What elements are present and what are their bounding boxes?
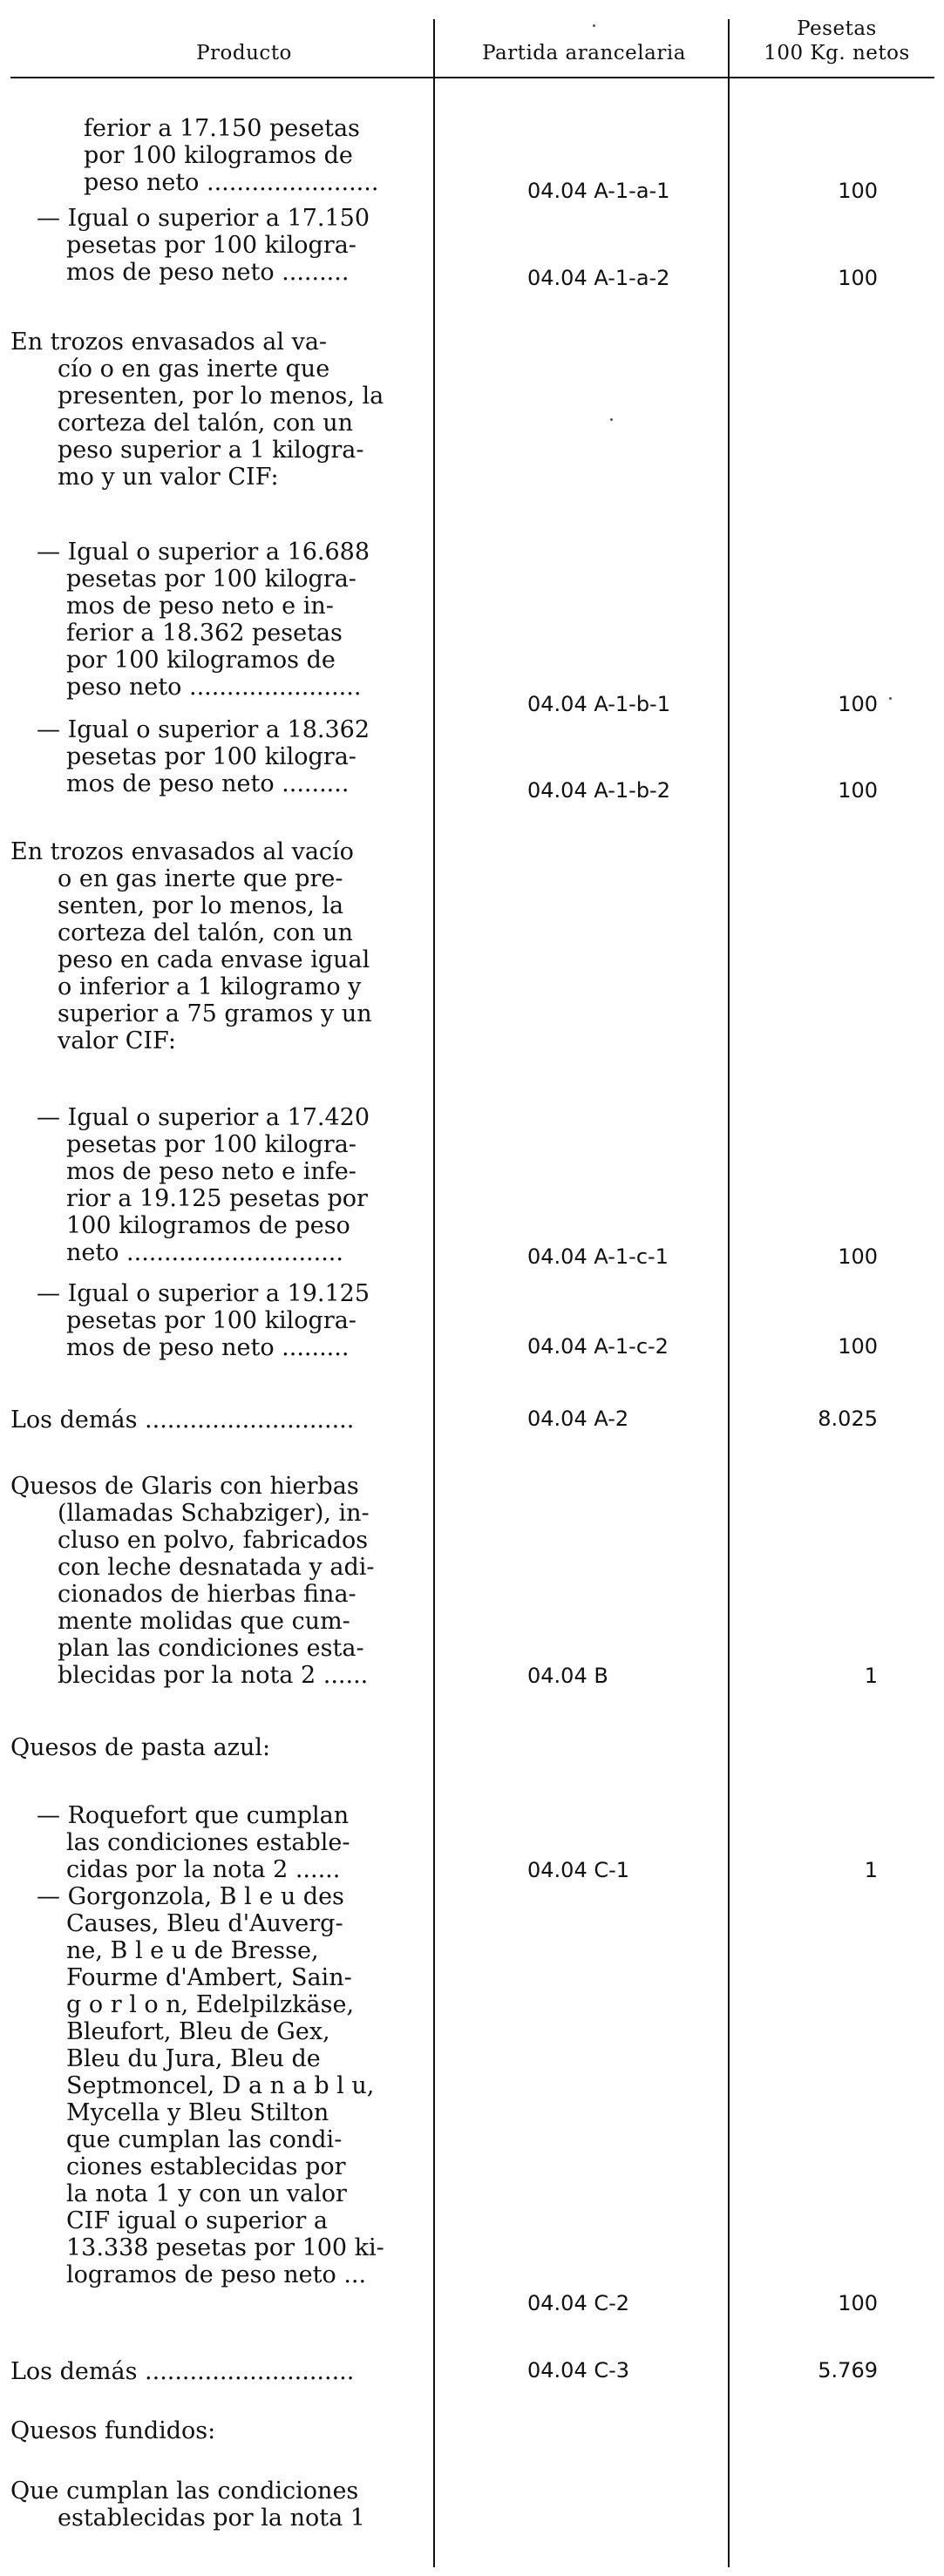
text-line: Los demás ............................ (10, 2358, 355, 2385)
producto-block (37, 539, 462, 701)
text-line: mo y un valor CIF: (58, 464, 279, 491)
column-divider-2 (728, 19, 730, 2567)
text-line: corteza del talón, con un (58, 919, 354, 946)
text-line: mos de peso neto e in- (66, 593, 334, 620)
partida-code: 04.04 A-1-c-2 (527, 1334, 669, 1359)
pesetas-value: 100 (838, 179, 878, 203)
text-line: mente molidas que cum- (58, 1608, 350, 1635)
partida-code: 04.04 A-2 (527, 1407, 629, 1431)
text-line: Quesos de Glaris con hierbas (10, 1473, 359, 1500)
producto-block (10, 2478, 436, 2532)
text-line: ciones establecidas por (66, 2153, 346, 2180)
text-line: peso superior a 1 kilogra- (58, 437, 364, 464)
text-line: rior a 19.125 pesetas por (66, 1185, 368, 1212)
text-line: Bleu du Jura, Bleu de (66, 2045, 321, 2072)
text-line: CIF igual o superior a (66, 2207, 328, 2234)
text-line: 100 kilogramos de peso (66, 1212, 350, 1239)
text-line: logramos de peso neto ... (66, 2261, 367, 2288)
text-line: las condiciones estable- (66, 1829, 350, 1856)
producto-block (37, 205, 462, 286)
text-line: la nota 1 y con un valor (66, 2180, 347, 2207)
text-line: pesetas por 100 kilogra- (66, 743, 357, 770)
pesetas-value: 1 (864, 1858, 878, 1882)
text-line: — Igual o superior a 19.125 (37, 1280, 370, 1307)
text-line: Mycella y Bleu Stilton (66, 2099, 329, 2126)
text-line: pesetas por 100 kilogra- (66, 1131, 357, 1158)
pesetas-value: 100 (838, 692, 878, 716)
text-line: — Gorgonzola, B l e u des (37, 1883, 344, 1910)
text-line: ne, B l e u de Bresse, (66, 1937, 319, 1964)
text-line: valor CIF: (58, 1027, 176, 1054)
producto-block (37, 1802, 462, 1883)
scan-speck (889, 697, 892, 700)
producto-block (37, 1883, 462, 2288)
text-line: blecidas por la nota 2 ...... (58, 1662, 369, 1689)
text-line: neto ............................. (66, 1239, 343, 1266)
text-line: cidas por la nota 2 ...... (66, 1856, 341, 1883)
partida-code: 04.04 A-1-a-2 (527, 266, 670, 290)
text-line: con leche desnatada y adi- (58, 1554, 375, 1581)
producto-block (10, 329, 436, 491)
text-line: por 100 kilogramos de (84, 142, 353, 169)
header-rule (10, 77, 934, 78)
text-line: Los demás ............................ (10, 1407, 355, 1434)
text-line: En trozos envasados al va- (10, 329, 328, 356)
pesetas-value: 8.025 (818, 1407, 878, 1431)
producto-block (10, 1734, 436, 1761)
pesetas-value: 5.769 (818, 2358, 878, 2383)
header-partida: Partida arancelaria (482, 42, 686, 64)
partida-code: 04.04 C-3 (527, 2358, 630, 2383)
text-line: Bleufort, Bleu de Gex, (66, 2018, 330, 2045)
producto-block (37, 1104, 462, 1266)
text-line: Quesos de pasta azul: (10, 1734, 271, 1761)
text-line: g o r l o n, Edelpilzkäse, (66, 1991, 355, 2018)
header-pesetas: Pesetas (797, 17, 877, 40)
text-line: mos de peso neto ......... (66, 259, 350, 286)
producto-block (37, 716, 462, 797)
text-line: pesetas por 100 kilogra- (66, 232, 357, 259)
partida-code: 04.04 C-2 (527, 2291, 630, 2315)
text-line: Septmoncel, D a n a b l u, (66, 2072, 375, 2099)
pesetas-value: 100 (838, 778, 878, 803)
text-line: mos de peso neto e infe- (66, 1158, 357, 1185)
text-line: cluso en polvo, fabricados (58, 1527, 369, 1554)
text-line: Que cumplan las condiciones (10, 2478, 359, 2505)
partida-code: 04.04 C-1 (527, 1858, 630, 1882)
text-line: presenten, por lo menos, la (58, 383, 384, 410)
text-line: pesetas por 100 kilogra- (66, 1307, 357, 1334)
text-line: superior a 75 gramos y un (58, 1000, 372, 1027)
partida-code: 04.04 A-1-b-2 (527, 778, 670, 803)
partida-code: 04.04 B (527, 1664, 608, 1688)
text-line: corteza del talón, con un (58, 410, 354, 437)
text-line: — Igual o superior a 17.150 (37, 205, 370, 232)
pesetas-value: 100 (838, 1244, 878, 1269)
text-line: peso neto ....................... (84, 169, 379, 196)
text-line: pesetas por 100 kilogra- (66, 566, 357, 593)
text-line: que cumplan las condi- (66, 2126, 343, 2153)
producto-block (37, 1280, 462, 1361)
text-line: o en gas inerte que pre- (58, 865, 343, 892)
text-line: (llamadas Schabziger), in- (58, 1500, 370, 1527)
partida-code: 04.04 A-1-a-1 (527, 179, 670, 203)
text-line: En trozos envasados al vacío (10, 838, 354, 865)
text-line: — Igual o superior a 17.420 (37, 1104, 370, 1131)
producto-block (10, 1407, 436, 1434)
text-line: — Roquefort que cumplan (37, 1802, 350, 1829)
pesetas-value: 100 (838, 1334, 878, 1359)
text-line: plan las condiciones esta- (58, 1635, 364, 1662)
text-line: 13.338 pesetas por 100 ki- (66, 2234, 384, 2261)
text-line: peso en cada envase igual (58, 946, 370, 973)
scan-speck (593, 24, 595, 27)
producto-block (10, 838, 436, 1054)
text-line: mos de peso neto ......... (66, 1334, 350, 1361)
text-line: — Igual o superior a 18.362 (37, 716, 370, 743)
text-line: — Igual o superior a 16.688 (37, 539, 370, 566)
pesetas-value: 100 (838, 266, 878, 290)
pesetas-value: 100 (838, 2291, 878, 2315)
text-line: ferior a 17.150 pesetas (84, 115, 360, 142)
text-line: Quesos fundidos: (10, 2417, 216, 2444)
text-line: Fourme d'Ambert, Sain- (66, 1964, 352, 1991)
header-producto: Producto (196, 42, 292, 64)
text-line: mos de peso neto ......... (66, 770, 350, 797)
text-line: cionados de hierbas fina- (58, 1581, 357, 1608)
partida-code: 04.04 A-1-b-1 (527, 692, 670, 716)
text-line: o inferior a 1 kilogramo y (58, 973, 362, 1000)
producto-block (10, 1473, 436, 1689)
text-line: cío o en gas inerte que (58, 356, 330, 383)
text-line: senten, por lo menos, la (58, 892, 344, 919)
header-kg-netos: 100 Kg. netos (764, 42, 910, 64)
producto-block (10, 2358, 436, 2385)
text-line: por 100 kilogramos de (66, 647, 336, 674)
text-line: establecidas por la nota 1 (58, 2505, 365, 2532)
partida-code: 04.04 A-1-c-1 (527, 1244, 669, 1269)
text-line: Causes, Bleu d'Auverg- (66, 1910, 343, 1937)
producto-block (84, 115, 509, 196)
producto-block (10, 2417, 436, 2444)
scan-speck (610, 418, 613, 421)
text-line: ferior a 18.362 pesetas (66, 620, 343, 647)
text-line: peso neto ....................... (66, 674, 362, 701)
pesetas-value: 1 (864, 1664, 878, 1688)
